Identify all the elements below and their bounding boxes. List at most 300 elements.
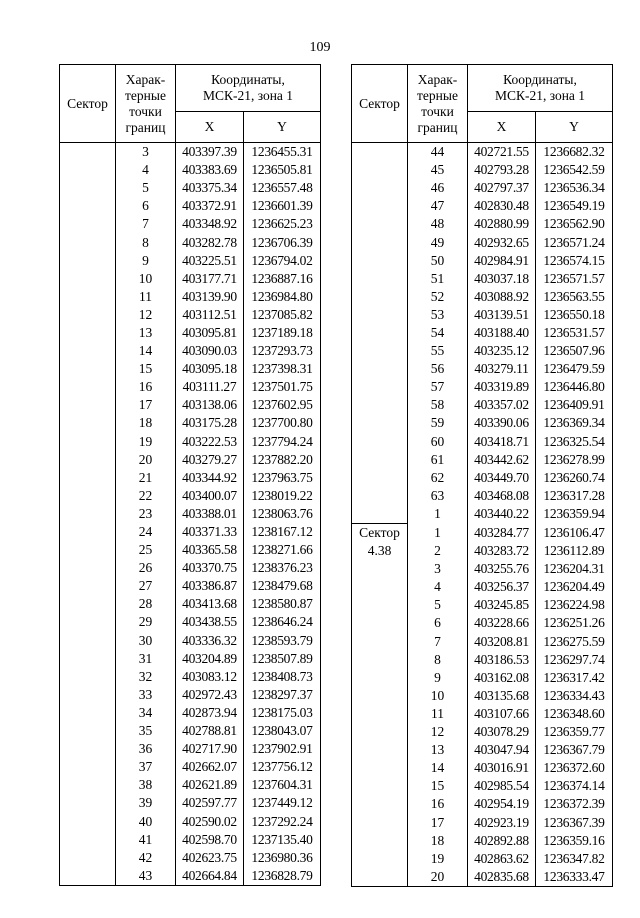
y-cell: 1236204.49: [536, 578, 613, 596]
point-cell: 10: [116, 270, 176, 288]
y-cell: 1236359.77: [536, 723, 613, 741]
y-cell: 1237189.18: [244, 324, 321, 342]
table-row: [352, 832, 613, 850]
point-cell: 4: [116, 161, 176, 179]
y-cell: 1236334.43: [536, 687, 613, 705]
point-cell: 58: [408, 396, 468, 414]
y-cell: 1236505.81: [244, 161, 321, 179]
point-cell: 23: [116, 505, 176, 523]
header-points-line: Харак-: [125, 71, 166, 87]
point-cell: 31: [116, 650, 176, 668]
point-cell: 34: [116, 704, 176, 722]
sector-cell: [60, 722, 116, 740]
page-number: 109: [309, 40, 331, 55]
sector-cell: [60, 288, 116, 306]
table-row: [352, 360, 613, 378]
point-cell: 43: [116, 867, 176, 886]
y-cell: 1236562.90: [536, 215, 613, 233]
x-cell: 403468.08: [468, 487, 536, 505]
point-cell: 16: [408, 795, 468, 813]
y-cell: 1236549.19: [536, 197, 613, 215]
table-row: [60, 414, 321, 432]
x-cell: 403162.08: [468, 669, 536, 687]
x-cell: 403177.71: [176, 270, 244, 288]
sector-cell: [352, 614, 408, 632]
sector-cell: [60, 433, 116, 451]
sector-cell: [60, 451, 116, 469]
header-coordinates-line: Координаты,: [503, 72, 577, 87]
y-cell: 1238593.79: [244, 632, 321, 650]
y-cell: 1236359.94: [536, 505, 613, 524]
header-points: [116, 65, 176, 143]
x-cell: 403279.27: [176, 451, 244, 469]
x-cell: 402621.89: [176, 776, 244, 794]
x-cell: 403438.55: [176, 613, 244, 631]
y-cell: 1236372.60: [536, 759, 613, 777]
point-cell: 59: [408, 414, 468, 432]
sector-cell: [60, 831, 116, 849]
table-row: [60, 451, 321, 469]
sector-cell: [60, 143, 116, 162]
y-cell: 1236557.48: [244, 179, 321, 197]
y-cell: 1238376.23: [244, 559, 321, 577]
y-cell: 1238408.73: [244, 668, 321, 686]
sector-cell: [352, 288, 408, 306]
y-cell: 1237902.91: [244, 740, 321, 758]
table-row: [60, 179, 321, 197]
table-row: [60, 342, 321, 360]
point-cell: 2: [408, 542, 468, 560]
table-row: [60, 378, 321, 396]
x-cell: 403442.62: [468, 451, 536, 469]
point-cell: 42: [116, 849, 176, 867]
point-cell: 17: [116, 396, 176, 414]
x-cell: 403282.78: [176, 233, 244, 251]
x-cell: 403386.87: [176, 577, 244, 595]
sector-cell: [352, 342, 408, 360]
x-cell: 403090.03: [176, 342, 244, 360]
table-row: [352, 378, 613, 396]
table-row: [60, 704, 321, 722]
y-cell: 1236601.39: [244, 197, 321, 215]
x-cell: 403235.12: [468, 342, 536, 360]
table-row: [352, 215, 613, 233]
y-cell: 1236317.42: [536, 669, 613, 687]
point-cell: 60: [408, 433, 468, 451]
point-cell: 6: [116, 197, 176, 215]
sector-cell: [352, 360, 408, 378]
point-cell: 20: [116, 451, 176, 469]
point-cell: 35: [116, 722, 176, 740]
header-points-line: Харак-: [417, 71, 458, 87]
x-cell: 403139.51: [468, 306, 536, 324]
y-cell: 1236275.59: [536, 633, 613, 651]
sector-cell: [60, 414, 116, 432]
point-cell: 15: [116, 360, 176, 378]
table-row: [60, 505, 321, 523]
sector-cell: [60, 595, 116, 613]
y-cell: 1236260.74: [536, 469, 613, 487]
table-row: [60, 215, 321, 233]
header-sector: Сектор: [352, 65, 408, 143]
y-cell: 1236550.18: [536, 306, 613, 324]
x-cell: 403255.76: [468, 560, 536, 578]
y-cell: 1236369.34: [536, 414, 613, 432]
table-row: [352, 487, 613, 505]
sector-cell: [352, 414, 408, 432]
sector-cell: [352, 396, 408, 414]
x-cell: 403370.75: [176, 559, 244, 577]
y-cell: 1237794.24: [244, 433, 321, 451]
sector-cell: [60, 704, 116, 722]
sector-cell: [60, 469, 116, 487]
y-cell: 1236325.54: [536, 433, 613, 451]
x-cell: 403208.81: [468, 633, 536, 651]
table-row: [352, 759, 613, 777]
y-cell: 1236333.47: [536, 868, 613, 887]
y-cell: 1236278.99: [536, 451, 613, 469]
table-row: [60, 595, 321, 613]
y-cell: 1237449.12: [244, 794, 321, 812]
y-cell: 1236574.15: [536, 252, 613, 270]
point-cell: 4: [408, 578, 468, 596]
x-cell: 403449.70: [468, 469, 536, 487]
table-row: [352, 777, 613, 795]
point-cell: 57: [408, 378, 468, 396]
x-cell: 402788.81: [176, 722, 244, 740]
x-cell: 402954.19: [468, 795, 536, 813]
table-row: [352, 651, 613, 669]
sector-cell: [60, 577, 116, 595]
table-row: [352, 342, 613, 360]
table-row: [60, 252, 321, 270]
x-cell: 403112.51: [176, 306, 244, 324]
sector-cell: [60, 686, 116, 704]
y-cell: 1236455.31: [244, 143, 321, 162]
table-row: [352, 396, 613, 414]
y-cell: 1238297.37: [244, 686, 321, 704]
point-cell: 46: [408, 179, 468, 197]
y-cell: 1236367.79: [536, 741, 613, 759]
x-cell: 403095.81: [176, 324, 244, 342]
y-cell: 1238167.12: [244, 523, 321, 541]
x-cell: 403245.85: [468, 596, 536, 614]
table-row: [352, 669, 613, 687]
sector-cell: [352, 832, 408, 850]
table-row: [60, 541, 321, 559]
sector-cell: [352, 487, 408, 505]
point-cell: 54: [408, 324, 468, 342]
sector-cell: [352, 233, 408, 251]
x-cell: 403365.58: [176, 541, 244, 559]
sector-cell: [60, 252, 116, 270]
table-row: [60, 632, 321, 650]
table-row: [352, 233, 613, 251]
point-cell: 13: [116, 324, 176, 342]
table-row: [60, 360, 321, 378]
y-cell: 1237963.75: [244, 469, 321, 487]
point-cell: 33: [116, 686, 176, 704]
x-cell: 402598.70: [176, 831, 244, 849]
x-cell: 403016.91: [468, 759, 536, 777]
point-cell: 56: [408, 360, 468, 378]
sector-cell: [60, 632, 116, 650]
y-cell: 1237293.73: [244, 342, 321, 360]
y-cell: 1236224.98: [536, 596, 613, 614]
table-row: [352, 197, 613, 215]
y-cell: 1236348.60: [536, 705, 613, 723]
header-points-line: терные: [417, 87, 458, 103]
table-row: [352, 705, 613, 723]
header-points-line: терные: [125, 87, 166, 103]
x-cell: 403388.01: [176, 505, 244, 523]
y-cell: 1238175.03: [244, 704, 321, 722]
table-row: [60, 577, 321, 595]
x-cell: 403283.72: [468, 542, 536, 560]
point-cell: 49: [408, 233, 468, 251]
x-cell: 403135.68: [468, 687, 536, 705]
y-cell: 1236372.39: [536, 795, 613, 813]
y-cell: 1236828.79: [244, 867, 321, 886]
x-cell: 403372.91: [176, 197, 244, 215]
sector-cell: [60, 776, 116, 794]
y-cell: 1236347.82: [536, 850, 613, 868]
table-row: [60, 487, 321, 505]
x-cell: 403375.34: [176, 179, 244, 197]
sector-cell: [60, 306, 116, 324]
point-cell: 24: [116, 523, 176, 541]
x-cell: 403188.40: [468, 324, 536, 342]
point-cell: 18: [116, 414, 176, 432]
table-row: [60, 197, 321, 215]
point-cell: 15: [408, 777, 468, 795]
point-cell: 45: [408, 161, 468, 179]
y-cell: 1236531.57: [536, 324, 613, 342]
sector-cell: [352, 161, 408, 179]
x-cell: 403319.89: [468, 378, 536, 396]
sector-cell: [352, 378, 408, 396]
sector-cell: [60, 650, 116, 668]
point-cell: 22: [116, 487, 176, 505]
sector-cell: [60, 812, 116, 830]
point-cell: 14: [408, 759, 468, 777]
point-cell: 37: [116, 758, 176, 776]
sector-cell: [352, 197, 408, 215]
x-cell: 403138.06: [176, 396, 244, 414]
y-cell: 1236204.31: [536, 560, 613, 578]
point-cell: 36: [116, 740, 176, 758]
x-cell: 403078.29: [468, 723, 536, 741]
y-cell: 1237756.12: [244, 758, 321, 776]
sector-cell: [60, 233, 116, 251]
point-cell: 62: [408, 469, 468, 487]
table-row: [60, 686, 321, 704]
sector-cell: [60, 867, 116, 886]
point-cell: 26: [116, 559, 176, 577]
x-cell: 402923.19: [468, 813, 536, 831]
sector-cell: [352, 324, 408, 342]
sector-cell: [60, 505, 116, 523]
table-row: [352, 542, 613, 560]
x-cell: 402662.07: [176, 758, 244, 776]
point-cell: 61: [408, 451, 468, 469]
y-cell: 1238271.66: [244, 541, 321, 559]
table-row: [60, 559, 321, 577]
x-cell: 402972.43: [176, 686, 244, 704]
y-cell: 1236980.36: [244, 849, 321, 867]
y-cell: 1236563.55: [536, 288, 613, 306]
table-row: [352, 523, 613, 542]
y-cell: 1237501.75: [244, 378, 321, 396]
x-cell: 403228.66: [468, 614, 536, 632]
x-cell: 402830.48: [468, 197, 536, 215]
table-row: [60, 523, 321, 541]
y-cell: 1236297.74: [536, 651, 613, 669]
table-row: [60, 324, 321, 342]
x-cell: 403390.06: [468, 414, 536, 432]
sector-cell: [352, 451, 408, 469]
header-y: Y: [244, 112, 321, 143]
y-cell: 1236479.59: [536, 360, 613, 378]
point-cell: 16: [116, 378, 176, 396]
point-cell: 25: [116, 541, 176, 559]
sector-cell: [60, 179, 116, 197]
point-cell: 48: [408, 215, 468, 233]
table-row: [352, 143, 613, 162]
x-cell: 403111.27: [176, 378, 244, 396]
table-row: [60, 233, 321, 251]
y-cell: 1236571.24: [536, 233, 613, 251]
point-cell: 30: [116, 632, 176, 650]
header-coordinates-line: Координаты,: [211, 72, 285, 87]
sector-cell: [352, 306, 408, 324]
point-cell: 29: [116, 613, 176, 631]
header-coordinates-line: МСК-21, зона 1: [494, 88, 586, 103]
x-cell: 402623.75: [176, 849, 244, 867]
point-cell: 20: [408, 868, 468, 887]
sector-cell: [60, 758, 116, 776]
point-cell: 13: [408, 741, 468, 759]
point-cell: 5: [116, 179, 176, 197]
x-cell: 403095.18: [176, 360, 244, 378]
point-cell: 63: [408, 487, 468, 505]
y-cell: 1237602.95: [244, 396, 321, 414]
y-cell: 1236374.14: [536, 777, 613, 795]
table-row: [352, 813, 613, 831]
point-cell: 28: [116, 595, 176, 613]
y-cell: 1238580.87: [244, 595, 321, 613]
x-cell: 402863.62: [468, 850, 536, 868]
y-cell: 1237700.80: [244, 414, 321, 432]
sector-cell: [352, 777, 408, 795]
x-cell: 403107.66: [468, 705, 536, 723]
x-cell: 403284.77: [468, 523, 536, 542]
y-cell: 1238063.76: [244, 505, 321, 523]
x-cell: 403371.33: [176, 523, 244, 541]
sector-cell: [352, 143, 408, 162]
point-cell: 55: [408, 342, 468, 360]
sector-cell: [60, 487, 116, 505]
point-cell: 1: [408, 505, 468, 524]
x-cell: 403336.32: [176, 632, 244, 650]
point-cell: 19: [408, 850, 468, 868]
point-cell: 5: [408, 596, 468, 614]
point-cell: 52: [408, 288, 468, 306]
y-cell: 1237604.31: [244, 776, 321, 794]
table-row: [352, 723, 613, 741]
point-cell: 9: [408, 669, 468, 687]
x-cell: 402835.68: [468, 868, 536, 887]
sector-cell: [352, 633, 408, 651]
table-row: [352, 795, 613, 813]
point-cell: 7: [116, 215, 176, 233]
header-points-line: границ: [125, 119, 166, 135]
y-cell: 1236507.96: [536, 342, 613, 360]
point-cell: 12: [408, 723, 468, 741]
sector-cell: [352, 741, 408, 759]
y-cell: 1236446.80: [536, 378, 613, 396]
table-row: [60, 270, 321, 288]
x-cell: 403348.92: [176, 215, 244, 233]
header-coordinates: [468, 65, 613, 112]
y-cell: 1237882.20: [244, 451, 321, 469]
table-row: [60, 849, 321, 867]
point-cell: 7: [408, 633, 468, 651]
table-row: [60, 722, 321, 740]
x-cell: 403047.94: [468, 741, 536, 759]
x-cell: 402664.84: [176, 867, 244, 886]
x-cell: 402590.02: [176, 812, 244, 830]
table-row: [60, 433, 321, 451]
y-cell: 1236409.91: [536, 396, 613, 414]
coordinates-table-right: [351, 64, 613, 887]
sector-cell: [60, 559, 116, 577]
table-row: [60, 161, 321, 179]
y-cell: 1238479.68: [244, 577, 321, 595]
point-cell: 3: [408, 560, 468, 578]
sector-cell: [352, 433, 408, 451]
x-cell: 403225.51: [176, 252, 244, 270]
point-cell: 38: [116, 776, 176, 794]
left-table-body: [60, 143, 321, 886]
sector-cell: [60, 270, 116, 288]
sector-cell: [352, 813, 408, 831]
table-row: [352, 433, 613, 451]
x-cell: 403440.22: [468, 505, 536, 524]
table-row: [60, 740, 321, 758]
y-cell: 1236367.39: [536, 813, 613, 831]
y-cell: 1236251.26: [536, 614, 613, 632]
sector-cell: [60, 396, 116, 414]
table-row: [352, 324, 613, 342]
point-cell: 1: [408, 523, 468, 542]
table-row: [352, 414, 613, 432]
y-cell: 1238043.07: [244, 722, 321, 740]
sector-cell: [60, 378, 116, 396]
sector-cell: [352, 179, 408, 197]
header-sector: Сектор: [60, 65, 116, 143]
sector-cell: [352, 795, 408, 813]
header-points-line: точки: [129, 103, 162, 119]
x-cell: 403344.92: [176, 469, 244, 487]
header-coordinates-line: МСК-21, зона 1: [202, 88, 294, 103]
y-cell: 1236887.16: [244, 270, 321, 288]
sector-cell: [352, 596, 408, 614]
sector-cell: [352, 469, 408, 487]
sector-cell: [60, 360, 116, 378]
point-cell: 8: [116, 233, 176, 251]
point-cell: 19: [116, 433, 176, 451]
